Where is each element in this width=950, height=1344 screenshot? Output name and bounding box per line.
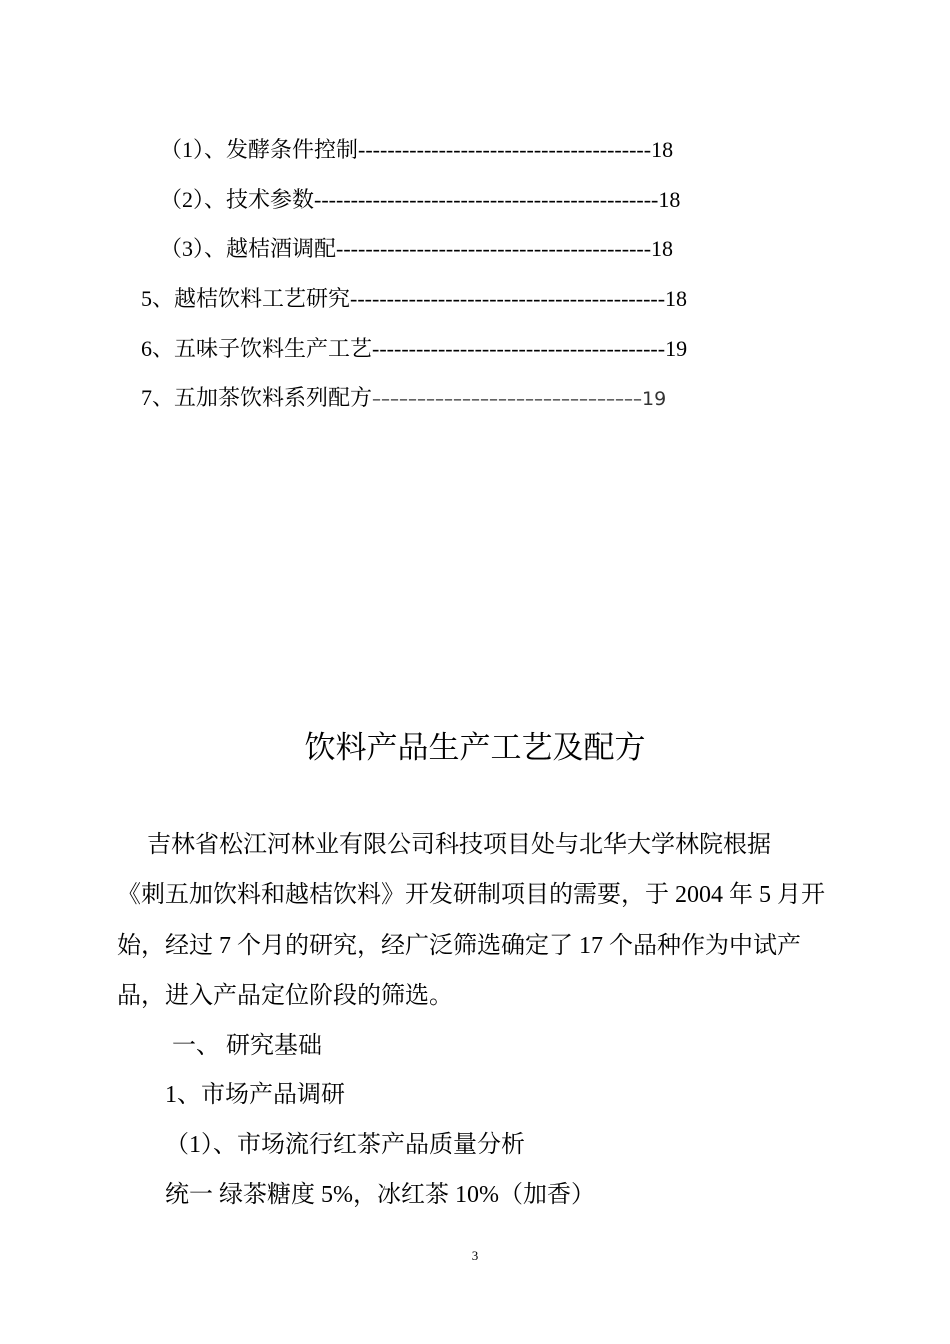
toc-page-number: 18 xyxy=(651,236,674,261)
intro-line: 《刺五加饮料和越桔饮料》开发研制项目的需要，于 2004 年 5 月开 xyxy=(117,882,825,908)
toc-page-number: 19 xyxy=(665,336,688,361)
toc-leader: ------------------------------------------- xyxy=(350,286,666,311)
toc-leader: ----------------------------------------------- xyxy=(314,187,659,212)
intro-line: 吉林省松江河林业有限公司科技项目处与北华大学林院根据 xyxy=(147,832,771,858)
toc-leader: ------------------------------------------- xyxy=(336,236,652,261)
toc-leader: ---------------------------------------- xyxy=(358,137,652,162)
toc-leader: ---------------------------------------- xyxy=(372,336,666,361)
sub-item: （1）、市场流行红茶产品质量分析 xyxy=(165,1132,525,1158)
toc-entry[interactable] xyxy=(160,234,673,264)
toc-label: （3）、越桔酒调配 xyxy=(160,236,337,261)
intro-line: 品，进入产品定位阶段的筛选。 xyxy=(117,983,453,1009)
toc-label: （1）、发酵条件控制 xyxy=(160,137,359,162)
section-heading: 一、 研究基础 xyxy=(172,1033,322,1059)
toc-entry[interactable] xyxy=(160,185,680,215)
toc-label: 7、五加茶饮料系列配方 xyxy=(141,385,373,410)
toc-page-number: 18 xyxy=(665,286,688,311)
toc-leader: –––––––––––––––––––––––––––––– xyxy=(372,389,643,410)
page-number: 3 xyxy=(471,1248,479,1263)
toc-entry[interactable] xyxy=(141,334,687,364)
page-title: 饮料产品生产工艺及配方 xyxy=(304,730,646,766)
intro-line: 始，经过 7 个月的研究，经广泛筛选确定了 17 个品种作为中试产 xyxy=(117,933,801,959)
toc-page-number: 19 xyxy=(642,388,667,410)
toc-page-number: 18 xyxy=(651,137,674,162)
toc-entry[interactable] xyxy=(160,135,673,165)
toc-label: 5、越桔饮料工艺研究 xyxy=(141,286,351,311)
toc-label: （2）、技术参数 xyxy=(160,187,315,212)
detail-line: 统一 绿茶糖度 5%，冰红茶 10%（加香） xyxy=(165,1182,595,1208)
subsection-heading: 1、市场产品调研 xyxy=(165,1082,345,1108)
toc-label: 6、五味子饮料生产工艺 xyxy=(141,336,373,361)
toc-entry[interactable] xyxy=(141,383,666,415)
toc-page-number: 18 xyxy=(658,187,681,212)
toc-entry[interactable] xyxy=(141,284,687,314)
